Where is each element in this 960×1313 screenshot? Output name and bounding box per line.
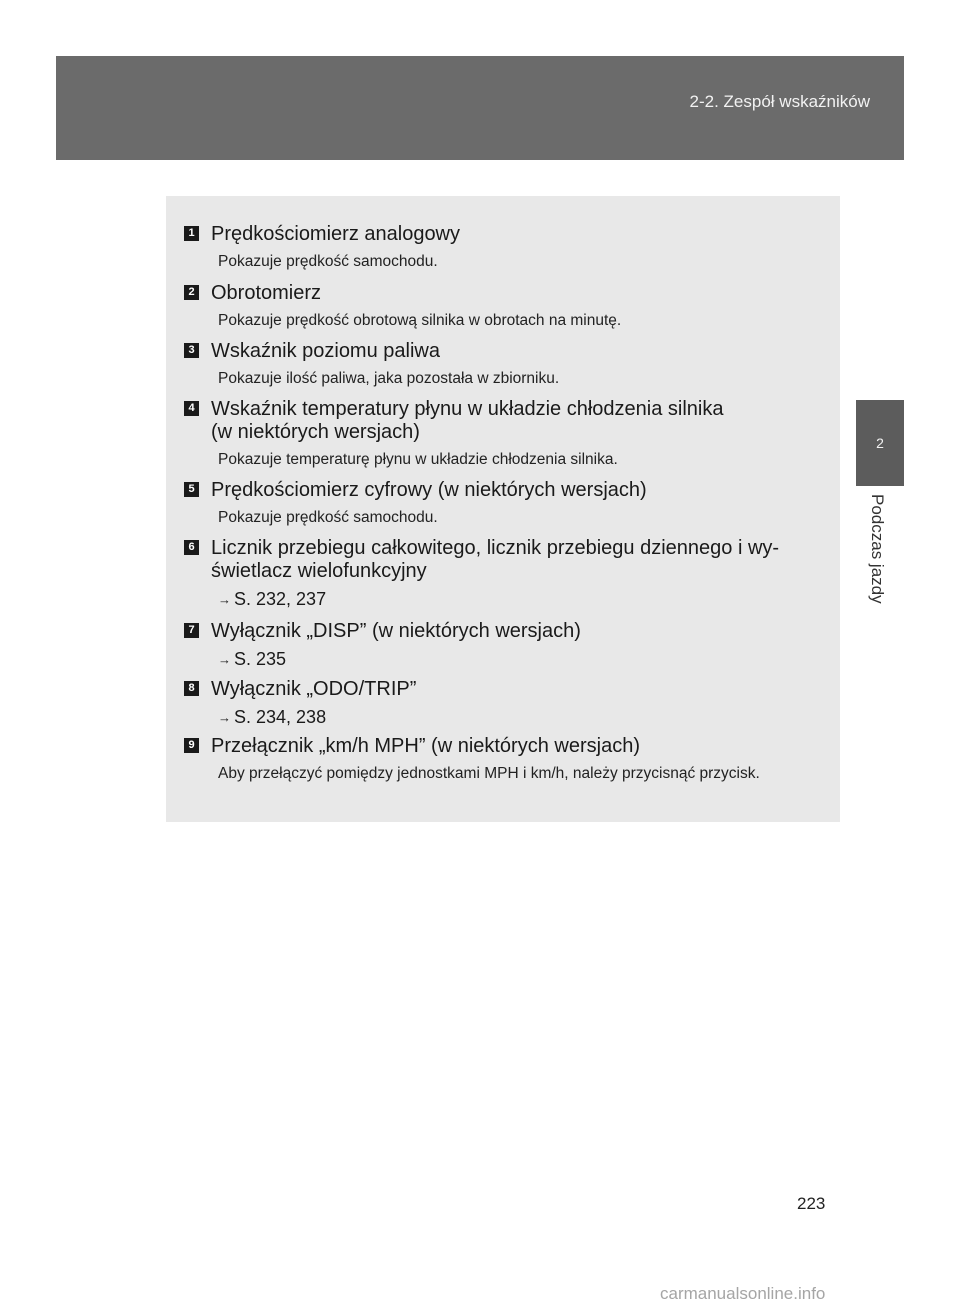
page-number: 223 — [797, 1194, 826, 1213]
item-description: Pokazuje prędkość samochodu. — [218, 509, 438, 526]
list-item — [184, 223, 824, 271]
content-box — [166, 196, 840, 822]
item-description: Pokazuje temperaturę płynu w układzie chłodzenia silnika. — [218, 451, 618, 468]
chapter-label: Podczas jazdy — [868, 494, 887, 604]
item-title: Prędkościomierz analogowy — [211, 223, 461, 245]
item-number: 2 — [184, 285, 199, 300]
item-title: Prędkościomierz cyfrowy (w niektórych wersjach) — [211, 479, 647, 501]
item-description: Pokazuje ilość paliwa, jaka pozostała w zbiorniku. — [218, 370, 560, 387]
item-description: Aby przełączyć pomiędzy jednostkami MPH i km/h, należy przycisnąć przycisk. — [218, 765, 760, 782]
item-number: 4 — [184, 401, 199, 416]
page-reference-text: S. 234, 238 — [234, 707, 327, 727]
item-number: 1 — [184, 226, 199, 241]
section-title: 2-2. Zespół wskaźników — [689, 92, 870, 111]
list-item — [184, 678, 824, 730]
list-item — [184, 282, 824, 330]
item-title: Wskaźnik poziomu paliwa — [211, 340, 440, 362]
arrow-right-icon: → — [218, 652, 231, 667]
item-title-line: Wskaźnik temperatury płynu w układzie chłodzenia silnika — [211, 398, 724, 420]
item-title: Przełącznik „km/h MPH” (w niektórych wersjach) — [211, 735, 640, 757]
list-item — [184, 537, 824, 612]
item-number: 7 — [184, 623, 199, 638]
item-title-line: świetlacz wielofunkcyjny — [211, 560, 427, 582]
list-item — [184, 620, 824, 672]
list-item — [184, 340, 824, 388]
page-reference — [218, 648, 824, 672]
item-number: 3 — [184, 343, 199, 358]
arrow-right-icon: → — [218, 710, 231, 725]
item-title: Obrotomierz — [211, 282, 322, 304]
page-reference-text: S. 235 — [234, 649, 287, 669]
item-title-line: Licznik przebiegu całkowitego, licznik przebiegu dziennego i wy- — [211, 537, 780, 559]
item-title — [211, 537, 779, 583]
list-item — [184, 398, 824, 469]
header-band — [56, 56, 904, 160]
item-number: 8 — [184, 681, 199, 696]
item-title: Wyłącznik „DISP” (w niektórych wersjach) — [211, 620, 581, 642]
chapter-number: 2 — [876, 435, 884, 451]
item-description: Pokazuje prędkość samochodu. — [218, 253, 438, 270]
list-item — [184, 479, 824, 527]
item-number: 5 — [184, 482, 199, 497]
page-reference — [218, 588, 824, 612]
item-number: 9 — [184, 738, 199, 753]
item-title-line: (w niektórych wersjach) — [211, 421, 420, 443]
watermark: carmanualsonline.info — [660, 1284, 826, 1303]
page-reference — [218, 706, 824, 730]
chapter-tab — [856, 400, 904, 486]
item-number: 6 — [184, 540, 199, 555]
item-title: Wyłącznik „ODO/TRIP” — [211, 678, 417, 700]
item-title — [211, 398, 723, 444]
page-reference-text: S. 232, 237 — [234, 589, 327, 609]
item-description: Pokazuje prędkość obrotową silnika w obrotach na minutę. — [218, 312, 622, 329]
arrow-right-icon: → — [218, 592, 231, 607]
list-item — [184, 735, 824, 783]
